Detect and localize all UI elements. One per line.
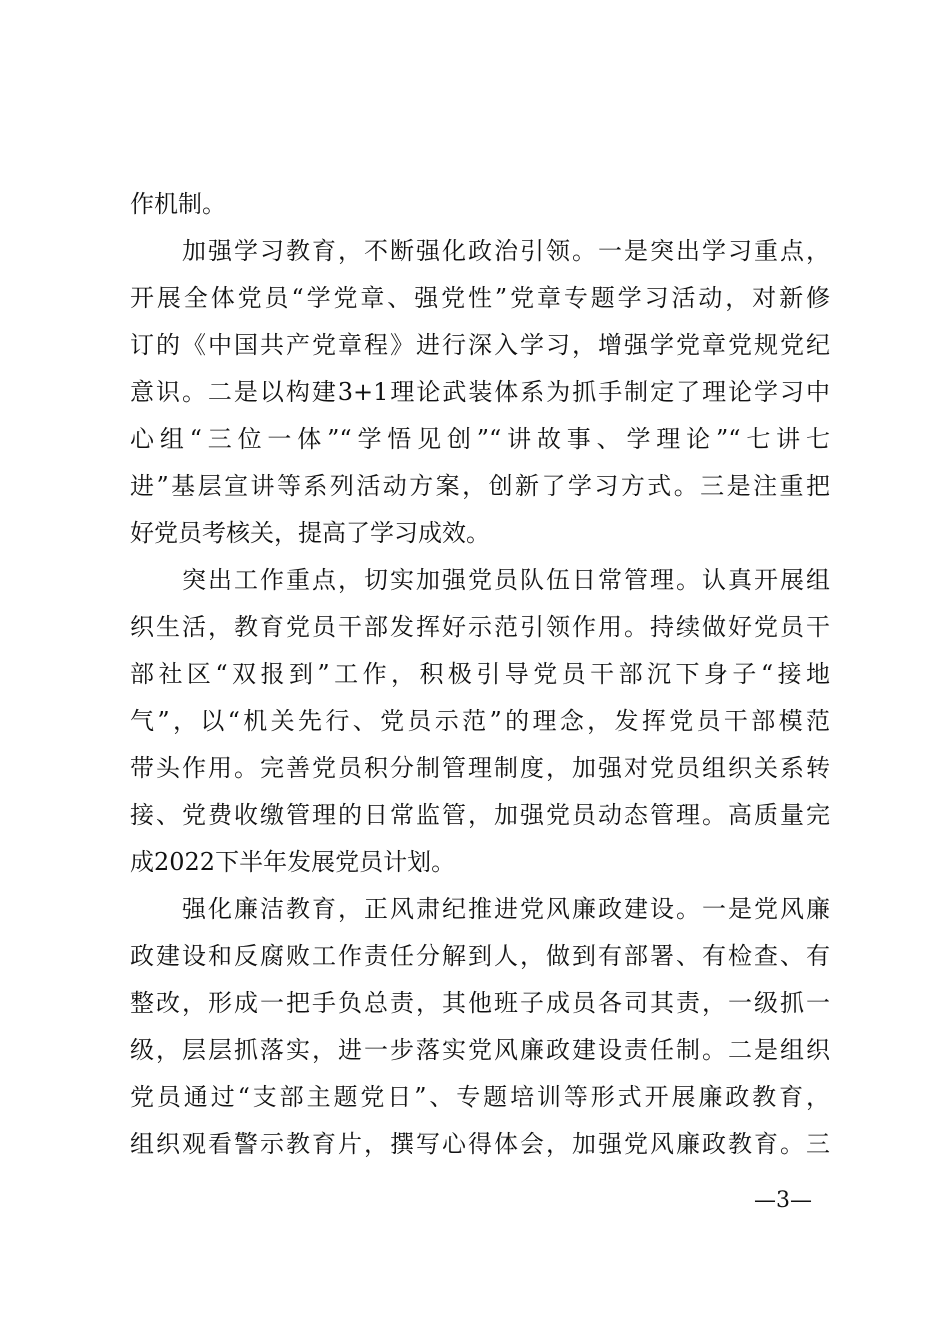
text-line: 开展全体党员“学党章、强党性”党章专题学习活动，对新修 [130, 284, 830, 312]
text-line: 订的《中国共产党章程》进行深入学习，增强学党章党规党纪 [130, 331, 830, 359]
text-line: 突出工作重点，切实加强党员队伍日常管理。认真开展组 [130, 566, 830, 594]
paragraph-4 [130, 886, 830, 1168]
page-number: —3— [754, 1188, 812, 1213]
text-line: 强化廉洁教育，正风肃纪推进党风廉政建设。一是党风廉 [130, 895, 830, 923]
paragraph-3 [130, 557, 830, 886]
text-line: 气”，以“机关先行、党员示范”的理念，发挥党员干部模范 [130, 707, 830, 735]
paragraph-2 [130, 228, 830, 557]
text-line: 好党员考核关，提高了学习成效。 [130, 519, 490, 547]
text-line: 意识。二是以构建3+1理论武装体系为抓手制定了理论学习中 [130, 378, 830, 406]
text-line: 整改，形成一把手负总责，其他班子成员各司其责，一级抓一 [130, 989, 830, 1017]
paragraph-1 [130, 181, 830, 228]
text-line: 组织观看警示教育片，撰写心得体会，加强党风廉政教育。三 [130, 1130, 830, 1158]
text-line: 作机制。 [130, 190, 226, 218]
text-line: 成2022下半年发展党员计划。 [130, 848, 456, 876]
text-line: 级，层层抓落实，进一步落实党风廉政建设责任制。二是组织 [130, 1036, 830, 1064]
text-line: 接、党费收缴管理的日常监管，加强党员动态管理。高质量完 [130, 801, 830, 829]
text-line: 织生活，教育党员干部发挥好示范引领作用。持续做好党员干 [130, 613, 830, 641]
text-line: 加强学习教育，不断强化政治引领。一是突出学习重点， [130, 237, 830, 265]
text-line: 党员通过“支部主题党日”、专题培训等形式开展廉政教育， [130, 1083, 830, 1111]
document-body [130, 181, 830, 1168]
text-line: 心组“三位一体”“学悟见创”“讲故事、学理论”“七讲七 [130, 425, 830, 453]
text-line: 政建设和反腐败工作责任分解到人，做到有部署、有检查、有 [130, 942, 830, 970]
text-line: 部社区“双报到”工作，积极引导党员干部沉下身子“接地 [130, 660, 830, 688]
text-line: 带头作用。完善党员积分制管理制度，加强对党员组织关系转 [130, 754, 830, 782]
text-line: 进”基层宣讲等系列活动方案，创新了学习方式。三是注重把 [130, 472, 830, 500]
